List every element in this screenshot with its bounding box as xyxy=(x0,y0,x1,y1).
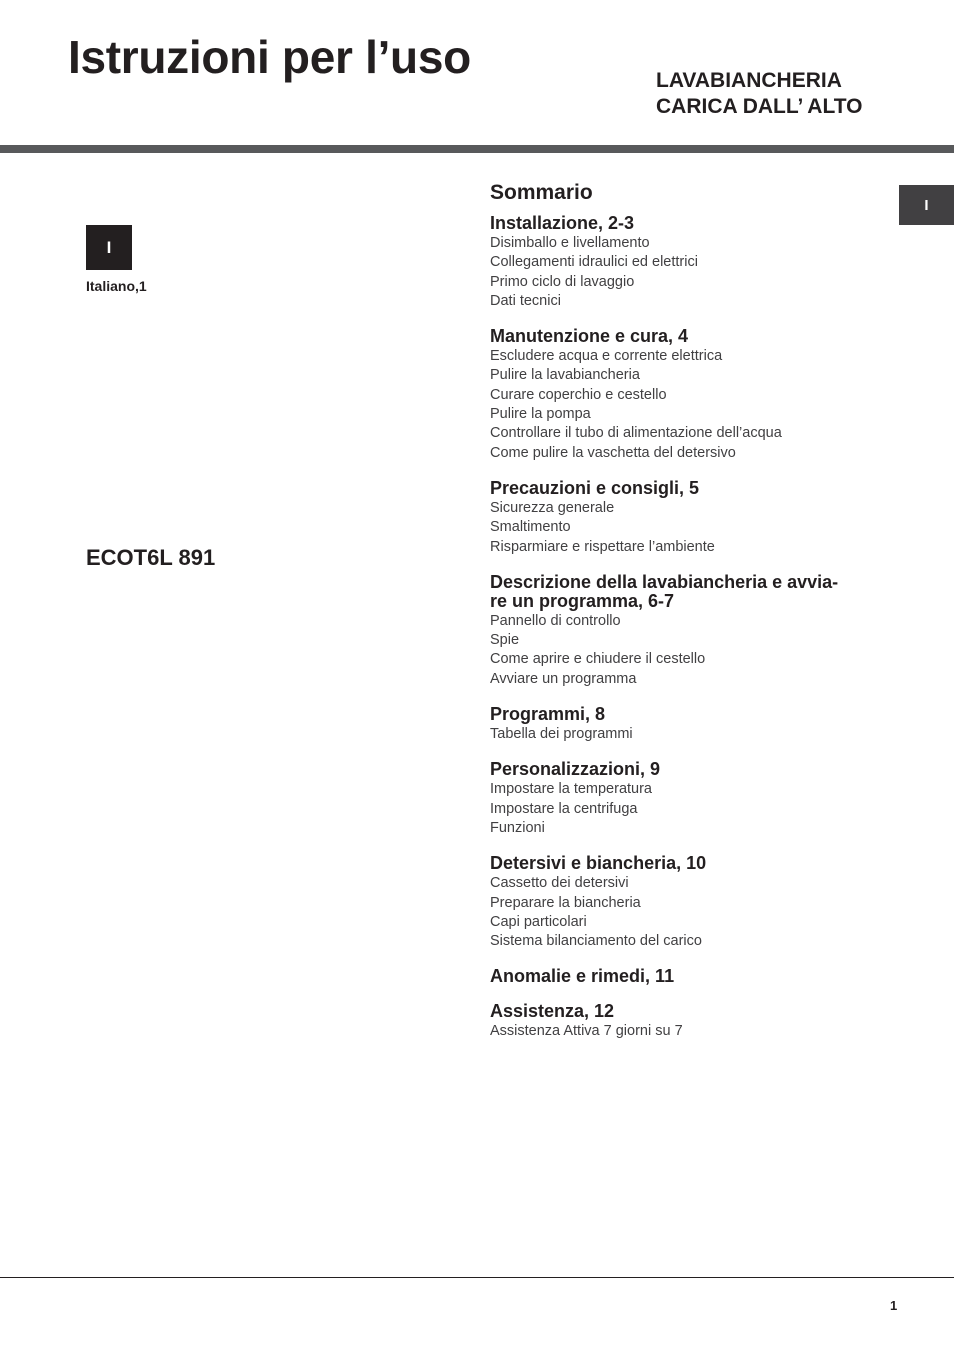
subtitle-line-2: CARICA DALL’ ALTO xyxy=(656,95,863,118)
toc-item[interactable]: Sicurezza generale xyxy=(490,499,615,516)
toc-item-list xyxy=(490,234,890,311)
toc-item[interactable]: Pannello di controllo xyxy=(490,612,621,629)
toc-section-detersivi xyxy=(490,854,890,951)
product-type-subtitle xyxy=(656,68,863,120)
toc-section-precauzioni xyxy=(490,479,890,557)
model-number: ECOT6L 891 xyxy=(86,545,216,570)
footer-divider xyxy=(0,1277,954,1278)
toc-item-list xyxy=(490,612,890,689)
toc-section-programmi xyxy=(490,705,890,744)
toc-item[interactable]: Spie xyxy=(490,632,520,649)
toc-item[interactable]: Avviare un programma xyxy=(490,670,637,687)
toc-heading: Sommario xyxy=(490,181,593,204)
toc-item[interactable]: Controllare il tubo di alimentazione dell’acqua xyxy=(490,425,782,442)
toc-item[interactable]: Funzioni xyxy=(490,819,545,836)
language-badge: I xyxy=(86,225,132,270)
language-side-tab: I xyxy=(899,185,954,225)
toc-item[interactable]: Curare coperchio e cestello xyxy=(490,386,667,403)
toc-item[interactable]: Primo ciclo di lavaggio xyxy=(490,273,635,290)
toc-item[interactable]: Come pulire la vaschetta del detersivo xyxy=(490,444,736,461)
page-number: 1 xyxy=(890,1298,898,1313)
toc-item[interactable]: Impostare la temperatura xyxy=(490,781,652,798)
toc-item[interactable]: Dati tecnici xyxy=(490,292,561,309)
toc-section-title-line-1: Descrizione della lavabiancheria e avvia- xyxy=(490,571,839,592)
toc-item[interactable]: Impostare la centrifuga xyxy=(490,800,638,817)
toc-section-title[interactable]: Installazione, 2-3 xyxy=(490,213,635,233)
language-label[interactable]: Italiano,1 xyxy=(86,278,147,294)
toc-section-title[interactable]: Detersivi e biancheria, 10 xyxy=(490,853,707,874)
toc-item[interactable]: Pulire la lavabiancheria xyxy=(490,367,640,384)
toc-item[interactable]: Escludere acqua e corrente elettrica xyxy=(490,348,723,365)
toc-item[interactable]: Collegamenti idraulici ed elettrici xyxy=(490,254,698,271)
toc-item[interactable]: Assistenza Attiva 7 giorni su 7 xyxy=(490,1023,683,1040)
toc-item[interactable]: Come aprire e chiudere il cestello xyxy=(490,651,706,668)
toc-item[interactable]: Pulire la pompa xyxy=(490,406,591,423)
toc-section-installazione xyxy=(490,214,890,311)
toc-section-title[interactable] xyxy=(490,573,890,611)
toc-item-list xyxy=(490,499,890,557)
toc-section-title[interactable]: Personalizzazioni, 9 xyxy=(490,759,661,780)
toc-section-title[interactable]: Manutenzione e cura, 4 xyxy=(490,326,689,347)
toc-item-list xyxy=(490,1022,890,1041)
toc-section-descrizione xyxy=(490,573,890,689)
toc-section-title[interactable]: Precauzioni e consigli, 5 xyxy=(490,477,700,498)
subtitle-line-1: LAVABIANCHERIA xyxy=(656,69,842,92)
toc-item[interactable]: Sistema bilanciamento del carico xyxy=(490,933,702,950)
page-title: Istruzioni per l’uso xyxy=(68,31,471,83)
toc-item[interactable]: Capi particolari xyxy=(490,913,587,930)
toc-section-title[interactable]: Anomalie e rimedi, 11 xyxy=(490,966,675,987)
toc-section-assistenza xyxy=(490,1002,890,1041)
header-divider xyxy=(0,145,954,153)
toc-item[interactable]: Risparmiare e rispettare l’ambiente xyxy=(490,538,715,555)
table-of-contents xyxy=(490,180,890,1058)
toc-item[interactable]: Disimballo e livellamento xyxy=(490,235,650,251)
toc-item-list xyxy=(490,725,890,744)
toc-section-manutenzione xyxy=(490,327,890,463)
toc-item[interactable]: Smaltimento xyxy=(490,519,571,536)
toc-section-title-line-2: re un programma, 6-7 xyxy=(490,590,675,611)
toc-item-list xyxy=(490,874,890,951)
toc-section-personalizzazioni xyxy=(490,760,890,838)
toc-item[interactable]: Preparare la biancheria xyxy=(490,894,641,911)
toc-item[interactable]: Cassetto dei detersivi xyxy=(490,875,629,892)
toc-item-list xyxy=(490,780,890,838)
toc-item[interactable]: Tabella dei programmi xyxy=(490,726,633,743)
toc-section-title[interactable]: Assistenza, 12 xyxy=(490,1001,615,1022)
toc-section-title[interactable]: Programmi, 8 xyxy=(490,704,606,725)
toc-section-anomalie xyxy=(490,967,890,986)
toc-item-list xyxy=(490,347,890,463)
